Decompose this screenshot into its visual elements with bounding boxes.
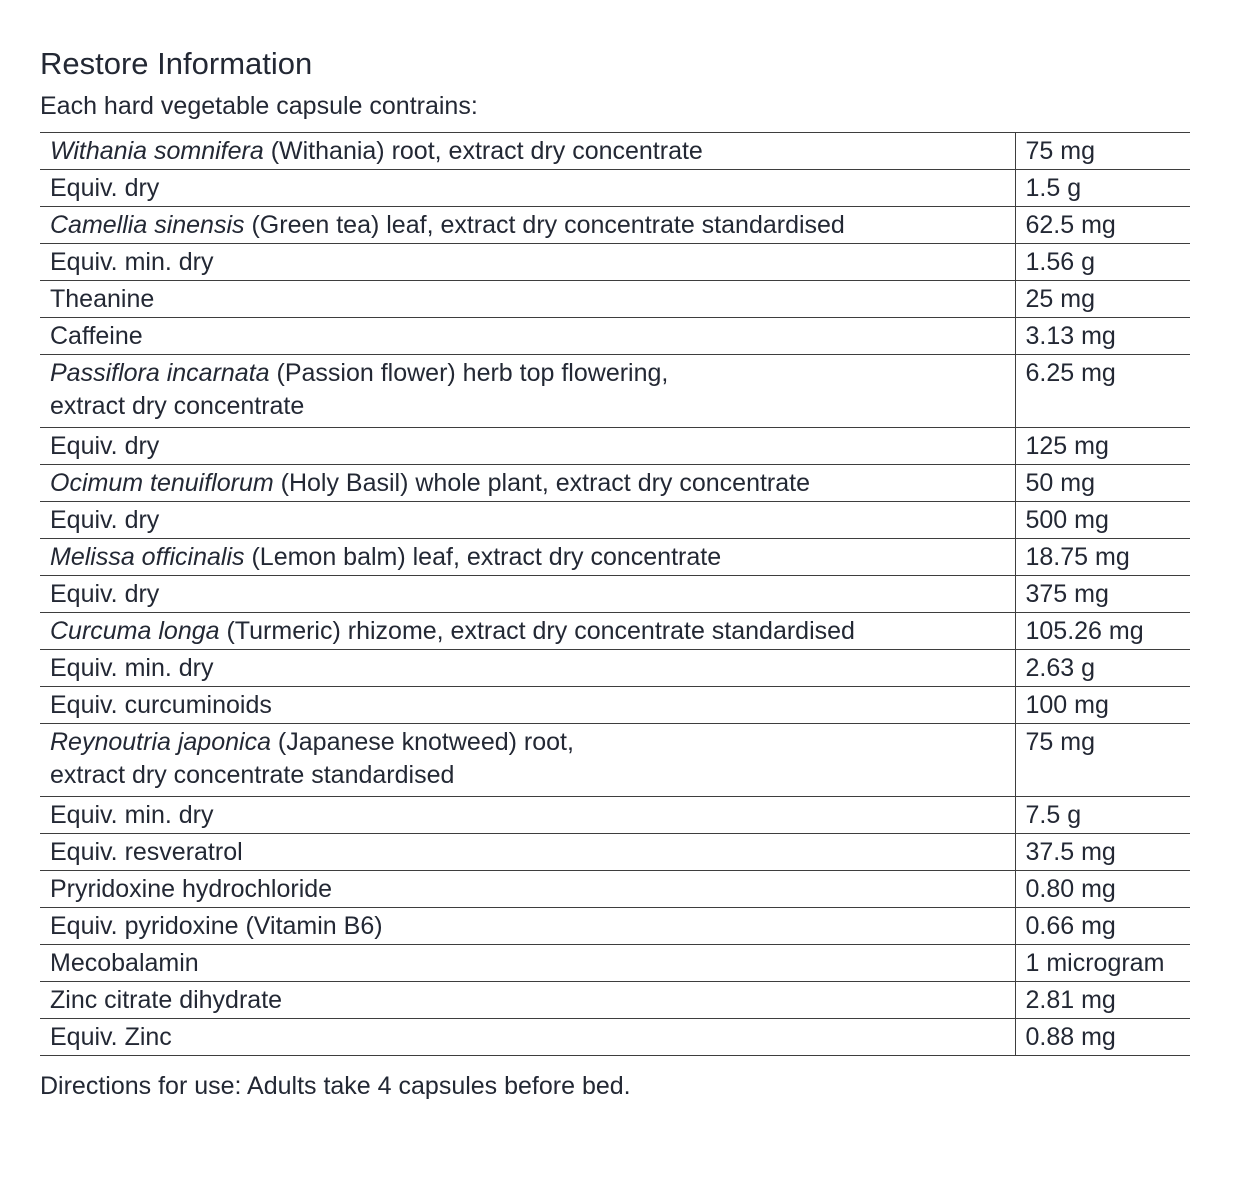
ingredient-name [40,133,1015,170]
latin-name: Withania somnifera [50,137,264,165]
ingredient-text: Equiv. dry [50,580,160,608]
ingredient-amount: 2.81 mg [1015,982,1190,1019]
directions-text: Directions for use: Adults take 4 capsules before bed. [40,1072,631,1100]
ingredient-amount: 2.63 g [1015,650,1190,687]
ingredient-name [40,834,1015,871]
table-row [40,244,1190,281]
latin-name: Camellia sinensis [50,211,245,239]
ingredient-amount: 62.5 mg [1015,207,1190,244]
ingredient-name [40,539,1015,576]
ingredient-text-line2: extract dry concentrate standardised [50,761,455,789]
ingredient-amount: 1.5 g [1015,170,1190,207]
ingredient-text: (Passion flower) herb top flowering, [269,359,669,387]
ingredient-text: Equiv. dry [50,506,160,534]
ingredient-amount: 1.56 g [1015,244,1190,281]
latin-name: Curcuma longa [50,617,220,645]
ingredient-name [40,908,1015,945]
ingredient-name [40,945,1015,982]
table-row [40,465,1190,502]
ingredient-amount: 18.75 mg [1015,539,1190,576]
ingredients-table [40,132,1190,1056]
ingredient-amount: 1 microgram [1015,945,1190,982]
ingredient-amount: 100 mg [1015,687,1190,724]
ingredient-text: (Turmeric) rhizome, extract dry concentrate standardised [219,617,855,645]
table-row [40,797,1190,834]
ingredient-amount: 500 mg [1015,502,1190,539]
latin-name: Melissa officinalis [50,543,245,571]
table-row [40,687,1190,724]
ingredient-text: Zinc citrate dihydrate [50,986,283,1014]
table-row [40,724,1190,797]
ingredient-amount: 37.5 mg [1015,834,1190,871]
table-row [40,355,1190,428]
ingredient-amount: 0.80 mg [1015,871,1190,908]
ingredient-name [40,650,1015,687]
ingredient-text: (Withania) root, extract dry concentrate [263,137,703,165]
ingredient-text: Theanine [50,285,155,313]
table-row [40,428,1190,465]
ingredient-name [40,576,1015,613]
ingredient-amount: 7.5 g [1015,797,1190,834]
ingredient-name [40,982,1015,1019]
ingredient-text: Equiv. min. dry [50,654,214,682]
table-row [40,613,1190,650]
ingredient-amount: 375 mg [1015,576,1190,613]
table-row [40,576,1190,613]
table-row [40,1019,1190,1056]
table-row [40,133,1190,170]
subtitle: Each hard vegetable capsule contrains: [40,92,478,120]
ingredient-text: Pryridoxine hydrochloride [50,875,333,903]
ingredient-name [40,355,1015,428]
ingredient-name [40,207,1015,244]
ingredient-name [40,170,1015,207]
table-row [40,502,1190,539]
ingredient-text: Caffeine [50,322,143,350]
ingredient-amount: 25 mg [1015,281,1190,318]
ingredient-text: Equiv. curcuminoids [50,691,272,719]
ingredient-amount: 50 mg [1015,465,1190,502]
ingredient-amount: 6.25 mg [1015,355,1190,428]
ingredient-text: Equiv. Zinc [50,1023,172,1051]
table-row [40,650,1190,687]
ingredient-name [40,687,1015,724]
ingredient-amount: 125 mg [1015,428,1190,465]
ingredient-text: Equiv. dry [50,432,160,460]
table-row [40,908,1190,945]
table-row [40,539,1190,576]
ingredient-text: (Holy Basil) whole plant, extract dry concentrate [273,469,811,497]
ingredient-amount: 0.66 mg [1015,908,1190,945]
table-row [40,871,1190,908]
page-title: Restore Information [40,46,313,81]
ingredient-text: Mecobalamin [50,949,199,977]
ingredient-amount: 0.88 mg [1015,1019,1190,1056]
ingredient-text: (Japanese knotweed) root, [270,728,574,756]
ingredient-amount: 75 mg [1015,133,1190,170]
latin-name: Ocimum tenuiflorum [50,469,274,497]
ingredient-name [40,724,1015,797]
ingredient-text: Equiv. min. dry [50,248,214,276]
table-row [40,207,1190,244]
ingredient-name [40,797,1015,834]
ingredient-name [40,281,1015,318]
ingredient-name [40,244,1015,281]
ingredient-text: Equiv. resveratrol [50,838,243,866]
ingredient-amount: 75 mg [1015,724,1190,797]
table-row [40,982,1190,1019]
ingredient-name [40,465,1015,502]
ingredient-amount: 3.13 mg [1015,318,1190,355]
table-row [40,945,1190,982]
ingredient-text: Equiv. dry [50,174,160,202]
table-row [40,170,1190,207]
ingredient-name [40,613,1015,650]
ingredient-name [40,318,1015,355]
ingredient-text: Equiv. pyridoxine (Vitamin B6) [50,912,383,940]
table-row [40,281,1190,318]
ingredient-name [40,1019,1015,1056]
ingredient-text: (Green tea) leaf, extract dry concentrate standardised [244,211,845,239]
ingredient-name [40,502,1015,539]
ingredient-text: Equiv. min. dry [50,801,214,829]
ingredient-name [40,428,1015,465]
ingredient-text: (Lemon balm) leaf, extract dry concentrate [244,543,722,571]
ingredient-text-line2: extract dry concentrate [50,392,305,420]
latin-name: Passiflora incarnata [50,359,270,387]
table-row [40,318,1190,355]
ingredient-amount: 105.26 mg [1015,613,1190,650]
ingredient-name [40,871,1015,908]
table-row [40,834,1190,871]
latin-name: Reynoutria japonica [50,728,271,756]
